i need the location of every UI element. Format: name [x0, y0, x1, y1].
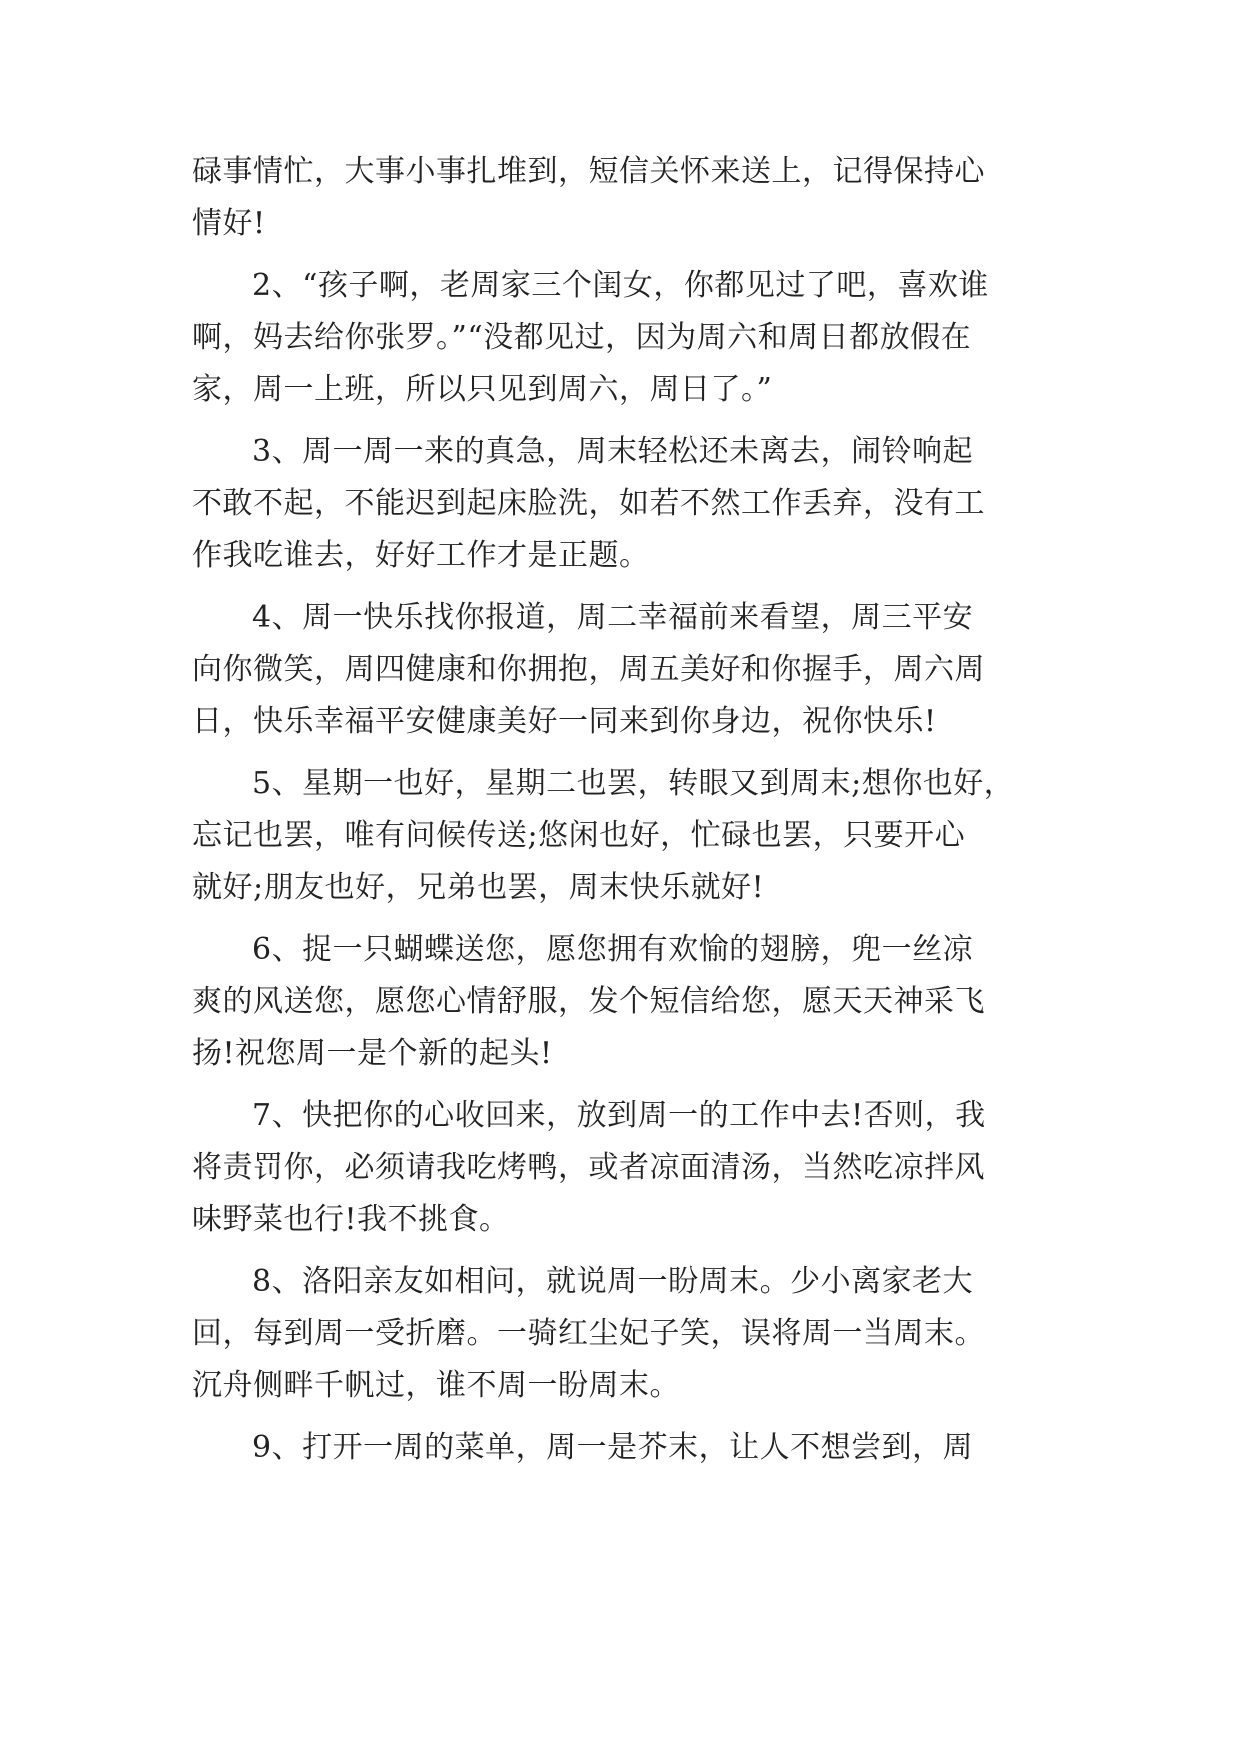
- text-line: 将责罚你，必须请我吃烤鸭，或者凉面清汤，当然吃凉拌风: [192, 1150, 985, 1185]
- paragraph-6-line-1: 6、捉一只蝴蝶送您，愿您拥有欢愉的翅膀，兜一丝凉: [252, 932, 974, 967]
- text-line: 家，周一上班，所以只见到周六，周日了。”: [192, 372, 773, 407]
- paragraph-8-line-1: 8、洛阳亲友如相问，就说周一盼周末。少小离家老大: [252, 1264, 974, 1299]
- text-line: 忘记也罢，唯有问候传送;悠闲也好，忙碌也罢，只要开心: [192, 818, 966, 853]
- text-line: 啊，妈去给你张罗。”“没都见过，因为周六和周日都放假在: [192, 320, 972, 355]
- paragraph-5-line-1: 5、星期一也好，星期二也罢，转眼又到周末;想你也好，: [252, 766, 1015, 801]
- text-line: 扬!祝您周一是个新的起头!: [192, 1036, 553, 1071]
- text-line: 沉舟侧畔千帆过，谁不周一盼周末。: [192, 1368, 680, 1403]
- text-line: 日，快乐幸福平安健康美好一同来到你身边，祝你快乐!: [192, 704, 937, 739]
- text-line: 味野菜也行!我不挑食。: [192, 1202, 510, 1237]
- text-line: 回，每到周一受折磨。一骑红尘妃子笑，误将周一当周末。: [192, 1316, 985, 1351]
- paragraph-2-line-1: 2、“孩子啊，老周家三个闺女，你都见过了吧，喜欢谁: [252, 268, 989, 303]
- text-line: 情好!: [192, 206, 266, 241]
- text-line: 爽的风送您，愿您心情舒服，发个短信给您，愿天天神采飞: [192, 984, 985, 1019]
- paragraph-4-line-1: 4、周一快乐找你报道，周二幸福前来看望，周三平安: [252, 600, 974, 635]
- text-line: 向你微笑，周四健康和你拥抱，周五美好和你握手，周六周: [192, 652, 985, 687]
- text-line: 碌事情忙，大事小事扎堆到，短信关怀来送上，记得保持心: [192, 154, 985, 189]
- paragraph-7-line-1: 7、快把你的心收回来，放到周一的工作中去!否则，我: [252, 1098, 986, 1133]
- paragraph-9-line-1: 9、打开一周的菜单，周一是芥末，让人不想尝到，周: [252, 1430, 974, 1465]
- text-line: 作我吃谁去，好好工作才是正题。: [192, 538, 650, 573]
- text-line: 就好;朋友也好，兄弟也罢，周末快乐就好!: [192, 870, 765, 905]
- paragraph-3-line-1: 3、周一周一来的真急，周末轻松还未离去，闹铃响起: [252, 434, 974, 469]
- text-line: 不敢不起，不能迟到起床脸洗，如若不然工作丢弃，没有工: [192, 486, 985, 521]
